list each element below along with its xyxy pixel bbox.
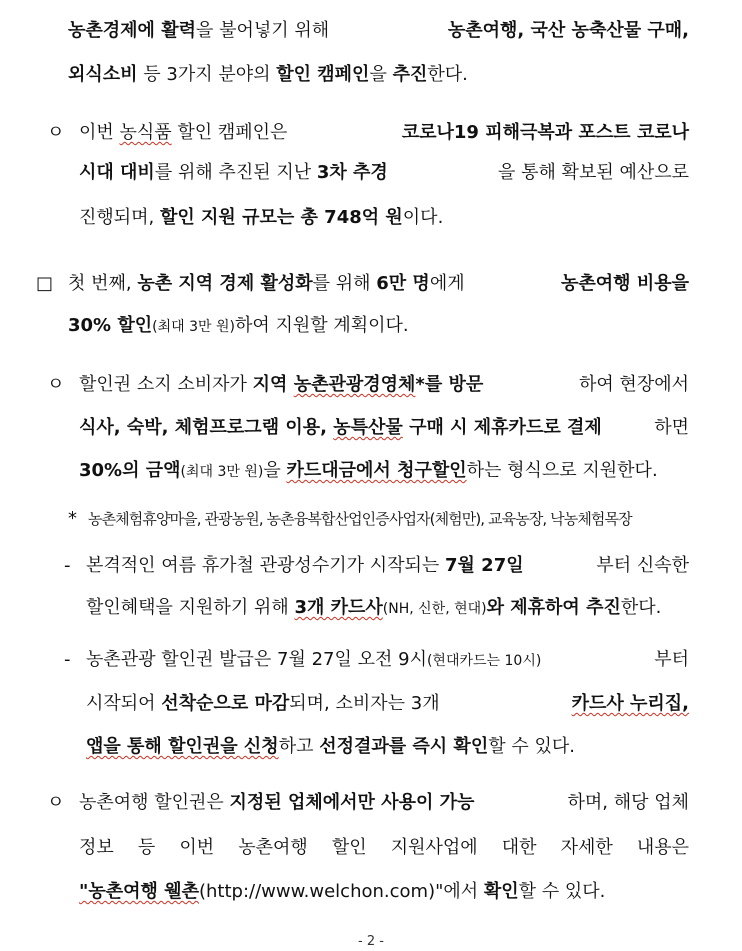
bullet2-line-2 bbox=[79, 417, 689, 439]
intro-text: 한다. bbox=[427, 64, 468, 85]
bullet2-line-3 bbox=[79, 460, 658, 483]
section1-text: 첫 번째, bbox=[68, 273, 138, 294]
intro-text-bold: 농촌경제에 활력 bbox=[68, 20, 196, 41]
intro-line-1 bbox=[68, 20, 689, 42]
section1-text: 에게 bbox=[429, 273, 471, 294]
bullet3-line-1 bbox=[79, 792, 689, 814]
intro-text: 을 불어넣기 위해 bbox=[195, 20, 335, 41]
bullet1-text: 이다. bbox=[402, 207, 444, 228]
dash1-text: 할인혜택을 지원하기 위해 bbox=[86, 597, 295, 618]
dash2-text-bold: 카드사 누리집, bbox=[571, 693, 689, 714]
bullet1-line-2 bbox=[79, 162, 689, 184]
bullet2-text: 을 bbox=[263, 460, 287, 481]
page-number: - 2 - bbox=[358, 934, 384, 949]
bullet2-text-bold: 농촌관광경영체 bbox=[293, 374, 416, 395]
bullet1-text: 이번 bbox=[79, 122, 120, 143]
bullet3-text-bold: 지정된 업체에서만 사용이 가능 bbox=[229, 792, 475, 813]
bullet2-text: 하면 bbox=[654, 417, 689, 438]
bullet3-line-2: 정보 등 이번 농촌여행 할인 지원사업에 대한 자세한 내용은 bbox=[79, 837, 689, 858]
dash2-line-3 bbox=[86, 736, 575, 758]
section1-text-bold: 30% 할인 bbox=[68, 315, 153, 336]
bullet3-text: 하며, 해당 업체 bbox=[567, 792, 689, 813]
dash1-text: 본격적인 여름 휴가철 관광성수기가 시작되는 bbox=[86, 555, 445, 576]
dash2-text: 시작되어 bbox=[86, 693, 162, 714]
bullet3-text: 할 수 있다. bbox=[518, 881, 606, 902]
bullet2-line-1 bbox=[79, 374, 689, 396]
dash1-text: 부터 신속한 bbox=[596, 555, 689, 576]
bullet3-text: "에서 bbox=[435, 881, 484, 902]
section1-text: 하여 지원할 계획이다. bbox=[234, 315, 409, 336]
bullet3-text-bold: 확인 bbox=[483, 881, 519, 902]
dash2-text-bold: 앱을 통해 할인권을 신청 bbox=[86, 736, 279, 757]
bullet2-text: 할인권 소지 소비자가 bbox=[79, 374, 253, 395]
bullet2-text-bold: 농특산물 bbox=[333, 417, 403, 438]
bullet1-text: 을 통해 확보된 예산으로 bbox=[497, 162, 689, 183]
dash1-text-bold: 와 제휴하여 추진 bbox=[486, 597, 621, 618]
website-url: (http://www.welchon.com) bbox=[198, 881, 436, 902]
bullet1-line-3 bbox=[79, 207, 443, 229]
bullet2-text-bold: *를 방문 bbox=[415, 374, 484, 395]
bullet1-text-bold: 시대 대비 bbox=[79, 162, 155, 183]
intro-text: 등 3가지 분야의 bbox=[137, 64, 277, 85]
intro-text-bold: 외식소비 bbox=[68, 64, 138, 85]
bullet2-text: 하는 형식으로 지원한다. bbox=[466, 460, 658, 481]
intro-text: 을 bbox=[369, 64, 393, 85]
dash2-text-bold: 선정결과를 즉시 확인 bbox=[319, 736, 489, 757]
bullet3-text: 농촌여행 할인권은 bbox=[79, 792, 230, 813]
bullet2-text: 하여 현장에서 bbox=[578, 374, 689, 395]
section1-text-small: (최대 3만 원) bbox=[152, 319, 235, 335]
intro-text-bold: 농촌여행, 국산 농축산물 구매, bbox=[447, 20, 689, 41]
dash2-text: 하고 bbox=[278, 736, 320, 757]
bullet1-text: 할인 캠페인은 bbox=[171, 122, 294, 143]
dash2-text: 부터 bbox=[654, 649, 689, 670]
dash1-line-2 bbox=[86, 597, 661, 620]
section1-line-1 bbox=[68, 273, 689, 295]
dash-bullet-icon: - bbox=[64, 555, 71, 576]
dash2-text: 할 수 있다. bbox=[488, 736, 575, 757]
bullet1-text-bold: 3차 추경 bbox=[316, 162, 388, 183]
section1-text-bold: 농촌여행 비용을 bbox=[561, 273, 689, 294]
dash2-line-1 bbox=[86, 649, 689, 672]
intro-text-bold: 할인 캠페인 bbox=[276, 64, 370, 85]
circle-bullet-icon: ㅇ bbox=[47, 374, 65, 395]
section1-text-bold: 6만 명 bbox=[376, 273, 430, 294]
bullet1-text-bold: 748억 원 bbox=[324, 207, 403, 228]
bullet3-text-bold: "농촌여행 웰촌 bbox=[79, 881, 199, 902]
dash2-line-2 bbox=[86, 693, 689, 715]
dash2-text: 농촌관광 할인권 발급은 7월 27일 오전 9시 bbox=[86, 649, 427, 670]
bullet2-text-bold: 지역 bbox=[252, 374, 294, 395]
bullet2-text-small: (최대 3만 원) bbox=[180, 464, 264, 480]
section1-text: 를 위해 bbox=[312, 273, 377, 294]
dash1-text-bold: 7월 27일 bbox=[444, 555, 524, 576]
dash2-text-bold: 선착순으로 마감 bbox=[161, 693, 290, 714]
bullet1-text-bold: 코로나19 피해극복과 포스트 코로나 bbox=[401, 122, 689, 143]
bullet2-text-bold: 구매 시 제휴카드로 결제 bbox=[402, 417, 602, 438]
bullet1-text: 농식품 bbox=[119, 122, 172, 143]
dash1-text: 한다. bbox=[620, 597, 662, 618]
bullet3-line-3 bbox=[79, 881, 605, 903]
dash1-line-1 bbox=[86, 555, 689, 577]
bullet2-text-bold: 30%의 금액 bbox=[79, 460, 181, 481]
section1-line-2 bbox=[68, 315, 409, 338]
circle-bullet-icon: ㅇ bbox=[47, 792, 65, 813]
circle-bullet-icon: ㅇ bbox=[47, 122, 65, 143]
square-bullet-icon: □ bbox=[36, 273, 54, 294]
bullet1-text: 진행되며, bbox=[79, 207, 160, 228]
dash-bullet-icon: - bbox=[64, 649, 71, 670]
intro-text-bold: 추진 bbox=[392, 64, 428, 85]
dash2-text: 되며, 소비자는 3개 bbox=[289, 693, 446, 714]
intro-line-2 bbox=[68, 64, 468, 86]
dash2-text-small: (현대카드는 10시) bbox=[426, 653, 542, 669]
dash1-text-small: (NH, 신한, 현대) bbox=[382, 601, 487, 617]
bullet1-text: 를 위해 추진된 지난 bbox=[154, 162, 317, 183]
dash1-text-bold: 3개 카드사 bbox=[294, 597, 383, 618]
footnote-text: 농촌체험휴양마을, 관광농원, 농촌융복합산업인증사업자(체험만), 교육농장, 낙농체험목장 bbox=[88, 510, 632, 528]
bullet2-text-bold: 식사, 숙박, 체험프로그램 이용, bbox=[79, 417, 334, 438]
asterisk-icon: * bbox=[68, 508, 77, 529]
bullet1-line-1 bbox=[79, 122, 689, 144]
section1-text-bold: 농촌 지역 경제 활성화 bbox=[137, 273, 313, 294]
bullet1-text-bold: 할인 지원 규모는 총 bbox=[160, 207, 325, 228]
bullet2-text-bold: 카드대금에서 청구할인 bbox=[286, 460, 467, 481]
